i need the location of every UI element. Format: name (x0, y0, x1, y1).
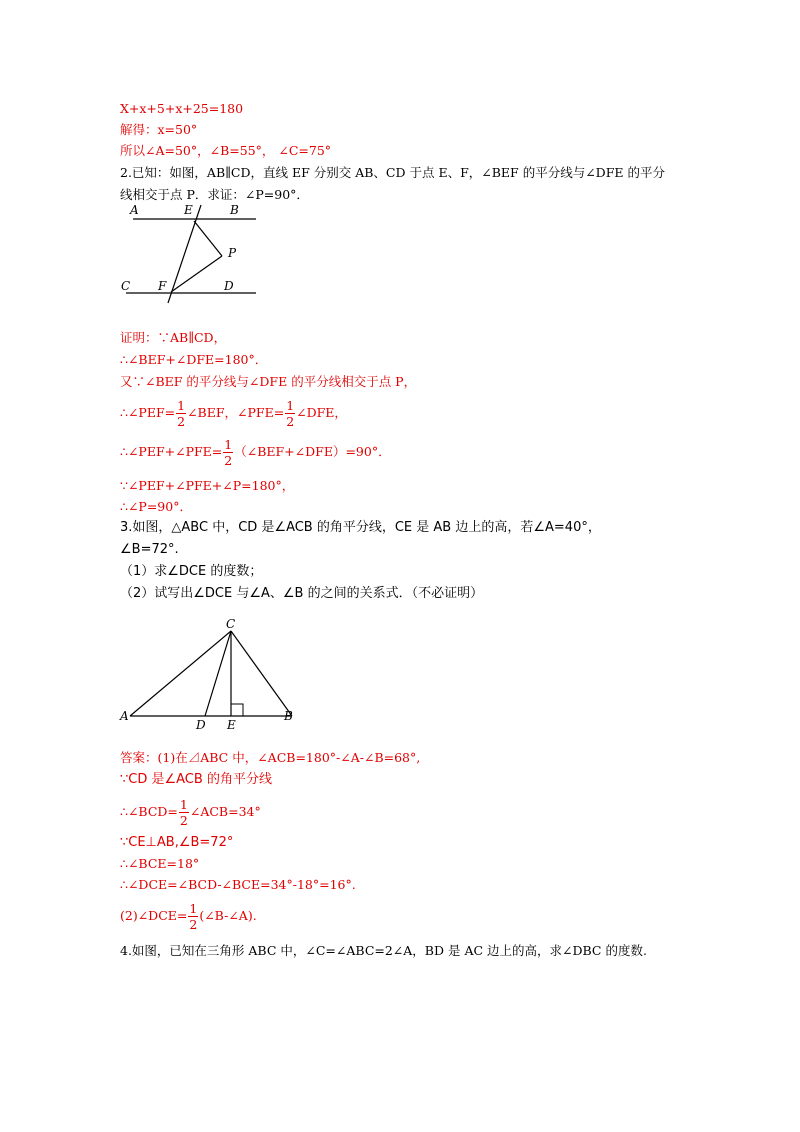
proof-line: ∴∠P=90°． (120, 499, 192, 514)
proof-line-fractions (120, 398, 347, 429)
conclusion-line: 所以∠A=50°，∠B=55°， ∠C=75° (120, 143, 332, 158)
problem-4-text: 4.如图，已知在三角形 ABC 中，∠C=∠ABC=2∠A，BD 是 AC 边上的高，求∠DBC 的度数. (120, 943, 647, 958)
figure-triangle (118, 617, 303, 732)
proof-line: ∵∠PEF+∠PFE+∠P=180°， (120, 478, 295, 493)
label-e: E (227, 718, 236, 732)
problem-2-text-cont: 线相交于点 P．求证：∠P=90°． (120, 187, 309, 202)
proof-line-fractions (120, 437, 391, 468)
label-a: A (130, 203, 139, 217)
side-bc (231, 631, 292, 716)
figure-parallel-lines (118, 200, 268, 305)
proof-line: 证明：∵AB∥CD， (120, 330, 227, 345)
text-segment: ∴∠PEF= (120, 405, 176, 420)
label-b: B (284, 709, 293, 723)
label-e: E (184, 203, 193, 217)
text-segment: (∠B-∠A). (199, 908, 257, 923)
answer-line: ∴∠DCE=∠BCD-∠BCE=34°-18°=16°. (120, 877, 356, 892)
line-ef (168, 205, 201, 303)
problem-3-text: 3.如图，△ABC 中，CD 是∠ACB 的角平分线，CE 是 AB 边上的高，若∠A=40°， (120, 520, 601, 535)
answer-line: ∴∠BCE=18° (120, 856, 200, 871)
fraction-half: $\frac{1}{2}$ (179, 797, 188, 828)
segment-ep (194, 221, 222, 256)
proof-line: ∴∠BEF+∠DFE=180°． (120, 352, 268, 367)
answer-line: 答案：(1)在⊿ABC 中，∠ACB=180°-∠A-∠B=68°, (120, 750, 421, 765)
label-a: A (120, 709, 129, 723)
side-ac (130, 631, 231, 716)
segment-pf (171, 256, 222, 292)
equation-line: X+x+5+x+25=180 (120, 101, 244, 116)
text-segment: ∴∠BCD= (120, 804, 178, 819)
text-segment: ∠DFE， (296, 405, 347, 420)
fraction-half: $\frac{1}{2}$ (286, 398, 295, 429)
answer-line-fraction (120, 901, 257, 932)
fraction-half: $\frac{1}{2}$ (189, 901, 198, 932)
problem-3-text-cont: ∠B=72°. (120, 542, 179, 557)
label-b: B (230, 203, 239, 217)
text-segment: ∠BEF，∠PFE= (187, 405, 285, 420)
fraction-half: $\frac{1}{2}$ (224, 437, 233, 468)
bisector-cd (205, 631, 231, 716)
answer-line: ∵CE⊥AB,∠B=72° (120, 835, 234, 850)
problem-2-text: 2.已知：如图，AB∥CD，直线 EF 分别交 AB、CD 于点 E、F，∠BEF 的平分线与∠DFE 的平分 (120, 165, 665, 180)
label-c: C (226, 617, 236, 631)
text-segment: (2)∠DCE= (120, 908, 188, 923)
label-f: F (158, 279, 167, 293)
answer-line-fraction (120, 797, 261, 828)
label-d: D (196, 718, 206, 732)
label-p: P (228, 246, 237, 260)
text-segment: ∴∠PEF+∠PFE= (120, 444, 223, 459)
text-segment: （∠BEF+∠DFE）=90°． (234, 444, 391, 459)
solution-line: 解得：x=50° (120, 122, 198, 137)
problem-3-part-2: （2）试写出∠DCE 与∠A、∠B 的之间的关系式．（不必证明） (120, 586, 484, 601)
fraction-half: $\frac{1}{2}$ (177, 398, 186, 429)
label-c: C (121, 279, 131, 293)
answer-line: ∵CD 是∠ACB 的角平分线 (120, 772, 272, 787)
problem-3-part-1: （1）求∠DCE 的度数； (120, 564, 263, 579)
label-d: D (224, 279, 234, 293)
right-angle-mark (231, 704, 243, 716)
text-segment: ∠ACB=34° (189, 804, 261, 819)
proof-line: 又∵∠BEF 的平分线与∠DFE 的平分线相交于点 P， (120, 374, 417, 389)
